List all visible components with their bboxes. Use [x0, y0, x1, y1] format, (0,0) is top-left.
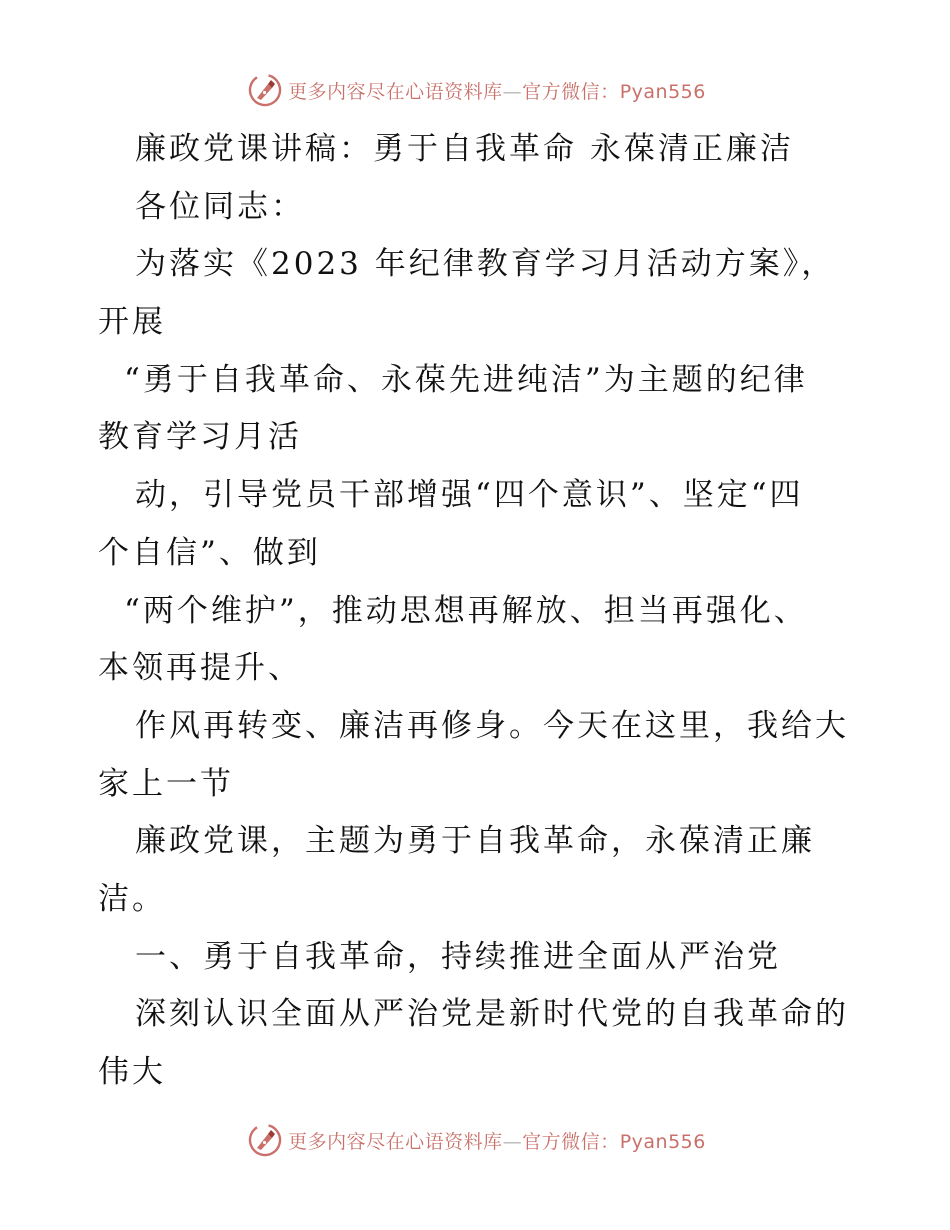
text-line: “勇于自我革命、永葆先进纯洁”为主题的纪律	[124, 361, 808, 398]
text-line: 为落实《2023 年纪律教育学习月活动方案》，	[135, 246, 836, 283]
watermark-content	[248, 73, 706, 107]
document-title: 廉政党课讲稿：勇于自我革命 永葆清正廉洁	[135, 131, 794, 167]
watermark-sub-text: 官方微信：	[522, 80, 620, 103]
section-heading: 一、勇于自我革命，持续推进全面从严治党	[135, 938, 781, 975]
text-line: 作风再转变、廉洁再修身。今天在这里，我给大	[135, 707, 849, 744]
watermark-sub-text: 官方微信：	[522, 1130, 620, 1153]
watermark-separator: —	[502, 1130, 523, 1153]
salutation: 各位同志：	[135, 188, 305, 225]
text-line: “两个维护”，推动思想再解放、担当再强化、	[124, 592, 808, 629]
footer-watermark	[0, 1120, 950, 1160]
watermark-brand: Pyan556	[619, 80, 706, 103]
watermark-brand: Pyan556	[619, 1130, 706, 1153]
watermark-main-text: 更多内容尽在心语资料库	[288, 1130, 503, 1153]
text-line: 廉政党课，主题为勇于自我革命，永葆清正廉	[135, 823, 815, 860]
watermark-content	[248, 1123, 706, 1157]
text-line: 伟大	[98, 1054, 166, 1090]
watermark-text	[288, 77, 706, 104]
pen-nib-logo-icon	[248, 1123, 282, 1157]
text-line: 教育学习月活	[98, 419, 302, 456]
document-body	[98, 121, 858, 1102]
watermark-text	[288, 1127, 706, 1154]
text-line: 本领再提升、	[98, 650, 302, 687]
text-line: 动，引导党员干部增强“四个意识”、坚定“四	[135, 477, 804, 514]
pen-nib-logo-icon	[248, 73, 282, 107]
text-line: 深刻认识全面从严治党是新时代党的自我革命的	[135, 996, 849, 1033]
watermark-main-text: 更多内容尽在心语资料库	[288, 80, 503, 103]
text-line: 家上一节	[98, 765, 234, 802]
header-watermark	[0, 70, 950, 110]
text-line: 洁。	[98, 880, 166, 917]
text-line: 个自信”、做到	[98, 534, 321, 571]
watermark-separator: —	[502, 80, 523, 103]
text-line: 开展	[98, 304, 166, 341]
